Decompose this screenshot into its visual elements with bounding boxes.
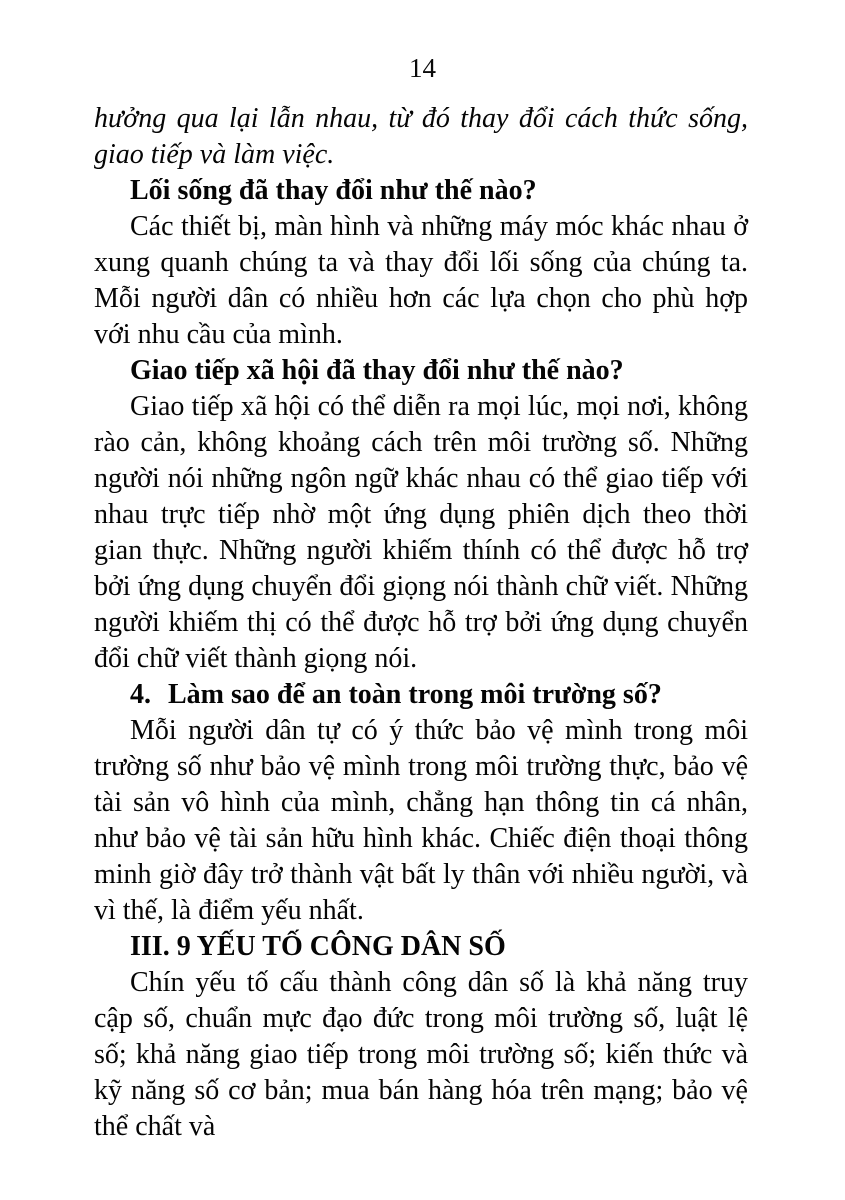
text-column xyxy=(94,101,748,1145)
heading-number: 4. xyxy=(130,679,151,710)
paragraph-social-communication: Giao tiếp xã hội có thể diễn ra mọi lúc, mọi nơi, không rào cản, không khoảng cách trên môi trường số. Những người nói những ngôn ngữ khác nhau có thể giao tiếp với nhau trực tiếp nhờ một ứng dụng phiên dịch theo thời gian thực. Những người khiếm thính có thể được hỗ trợ bởi ứng dụng chuyển đổi giọng nói thành chữ viết. Những người khiếm thị có thể được hỗ trợ bởi ứng dụng chuyển đổi chữ viết thành giọng nói. xyxy=(94,391,748,674)
paragraph-nine-elements: Chín yếu tố cấu thành công dân số là khả năng truy cập số, chuẩn mực đạo đức trong môi trường số, luật lệ số; khả năng giao tiếp trong môi trường số; kiến thức và kỹ năng số cơ bản; mua bán hàng hóa trên mạng; bảo vệ thể chất và xyxy=(94,967,748,1142)
page-number: 14 xyxy=(409,53,436,83)
heading-text: Làm sao để an toàn trong môi trường số? xyxy=(168,679,662,710)
subheading-social-communication-change: Giao tiếp xã hội đã thay đổi như thế nào? xyxy=(130,355,624,386)
section-heading-digital-citizen-elements: III. 9 YẾU TỐ CÔNG DÂN SỐ xyxy=(130,931,506,962)
paragraph-self-protection: Mỗi người dân tự có ý thức bảo vệ mình trong môi trường số như bảo vệ mình trong môi trường thực, bảo vệ tài sản vô hình của mình, chẳng hạn thông tin cá nhân, như bảo vệ tài sản hữu hình khác. Chiếc điện thoại thông minh giờ đây trở thành vật bất ly thân với nhiều người, và vì thế, là điểm yếu nhất. xyxy=(94,715,748,926)
subheading-lifestyle-change: Lối sống đã thay đổi như thế nào? xyxy=(130,175,537,206)
paragraph-continuation: hưởng qua lại lẫn nhau, từ đó thay đổi cách thức sống, giao tiếp và làm việc. xyxy=(94,103,748,170)
subheading-digital-safety xyxy=(94,677,748,713)
paragraph-devices: Các thiết bị, màn hình và những máy móc khác nhau ở xung quanh chúng ta và thay đổi lối sống của chúng ta. Mỗi người dân có nhiều hơn các lựa chọn cho phù hợp với nhu cầu của mình. xyxy=(94,211,748,350)
